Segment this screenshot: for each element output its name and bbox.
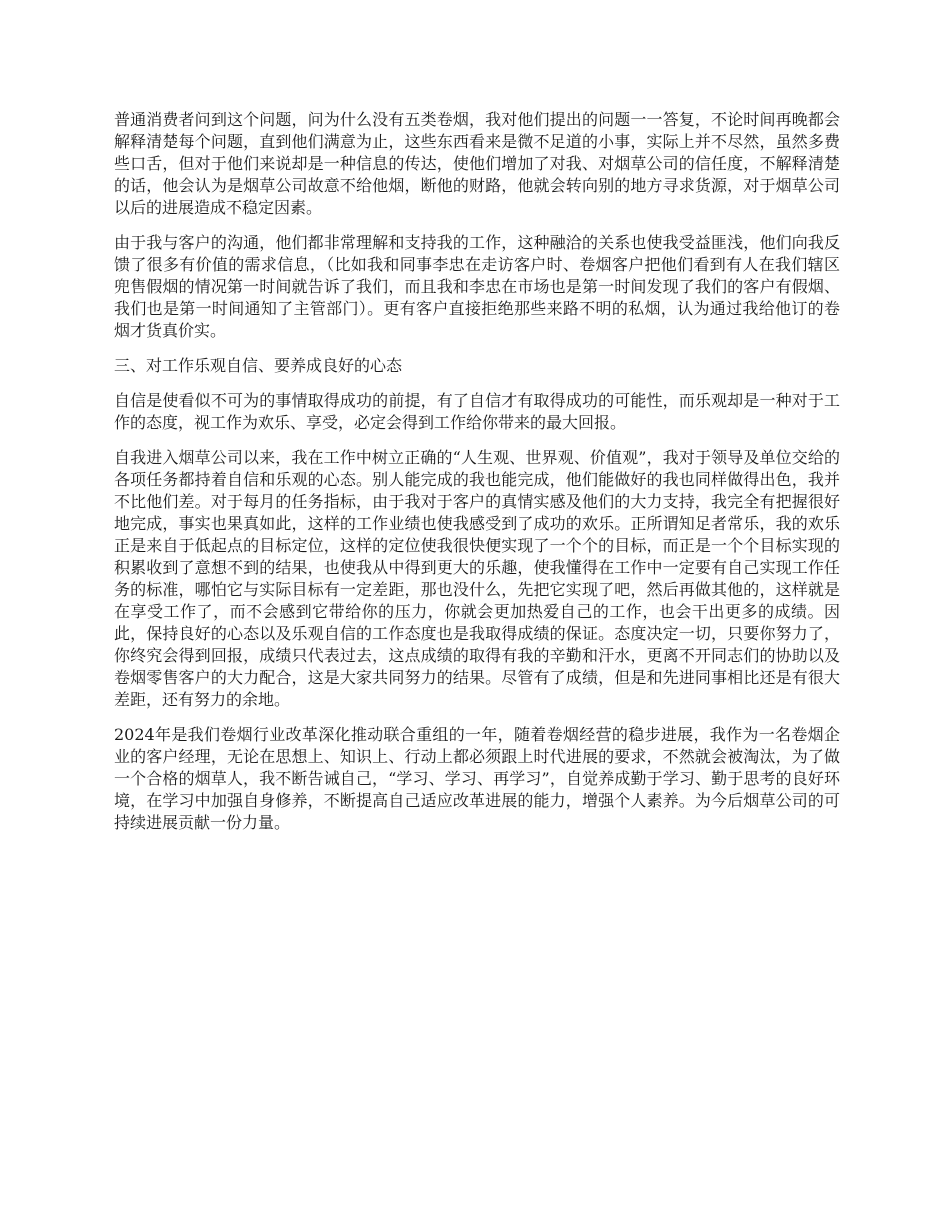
paragraph-customer-communication: 由于我与客户的沟通，他们都非常理解和支持我的工作，这种融洽的关系也使我受益匪浅，他们向我反馈了很多有价值的需求信息，（比如我和同事李忠在走访客户时、卷烟客户把他们看到有人在我们辖区兜售假烟的情况第一时间就告诉了我们，而且我和李忠在市场也是第一时间发现了我们的客户有假烟、我们也是第一时间通知了主管部门）。更有客户直接拒绝那些来路不明的私烟，认为通过我给他订的卷烟才货真价实。 [114,233,840,340]
paragraph-confidence: 自信是使看似不可为的事情取得成功的前提，有了自信才有取得成功的可能性，而乐观却是一种对于工作的态度，视工作为欢乐、享受，必定会得到工作给你带来的最大回报。 [114,391,840,432]
document-body [114,109,840,847]
section-heading-attitude: 三、对工作乐观自信、要养成良好的心态 [114,356,403,375]
paragraph-2024-outlook: 2024年是我们卷烟行业改革深化推动联合重组的一年，随着卷烟经营的稳步进展，我作为一名卷烟企业的客户经理，无论在思想上、知识上、行动上都必须跟上时代进展的要求，不然就会被淘汰，为了做一个合格的烟草人，我不断告诫自己，“学习、学习、再学习”，自觉养成勤于学习、勤于思考的良好环境，在学习中加强自身修养，不断提高自己适应改革进展的能力，增强个人素养。为今后烟草公司的可持续进展贡献一份力量。 [114,725,840,832]
paragraph-work-experience: 自我进入烟草公司以来，我在工作中树立正确的“人生观、世界观、价值观”，我对于领导及单位交给的各项任务都持着自信和乐观的心态。别人能完成的我也能完成，他们能做好的我也同样做得出色，我并不比他们差。对于每月的任务指标，由于我对于客户的真情实感及他们的大力支持，我完全有把握很好地完成，事实也果真如此，这样的工作业绩也使我感受到了成功的欢乐。正所谓知足者常乐，我的欢乐正是来自于低起点的目标定位，这样的定位使我很快便实现了一个个的目标，而正是一个个目标实现的积累收到了意想不到的结果，也使我从中得到更大的乐趣，使我懂得在工作中一定要有自己实现工作任务的标准，哪怕它与实际目标有一定差距，那也没什么，先把它实现了吧，然后再做其他的，这样就是在享受工作了，而不会感到它带给你的压力，你就会更加热爱自己的工作，也会干出更多的成绩。因此，保持良好的心态以及乐观自信的工作态度也是我取得成绩的保证。态度决定一切，只要你努力了，你终究会得到回报，成绩只代表过去，这点成绩的取得有我的辛勤和汗水，更离不开同志们的协助以及卷烟零售客户的大力配合，这是大家共同努力的结果。尽管有了成绩，但是和先进同事相比还是有很大差距，还有努力的余地。 [114,448,840,709]
paragraph-customer-explanation: 普通消费者问到这个问题，问为什么没有五类卷烟，我对他们提出的问题一一答复，不论时间再晚都会解释清楚每个问题，直到他们满意为止，这些东西看来是微不足道的小事，实际上并不尽然，虽然多费些口舌，但对于他们来说却是一种信息的传达，使他们增加了对我、对烟草公司的信任度，不解释清楚的话，他会认为是烟草公司故意不给他烟，断他的财路，他就会转向别的地方寻求货源，对于烟草公司以后的进展造成不稳定因素。 [114,110,840,217]
